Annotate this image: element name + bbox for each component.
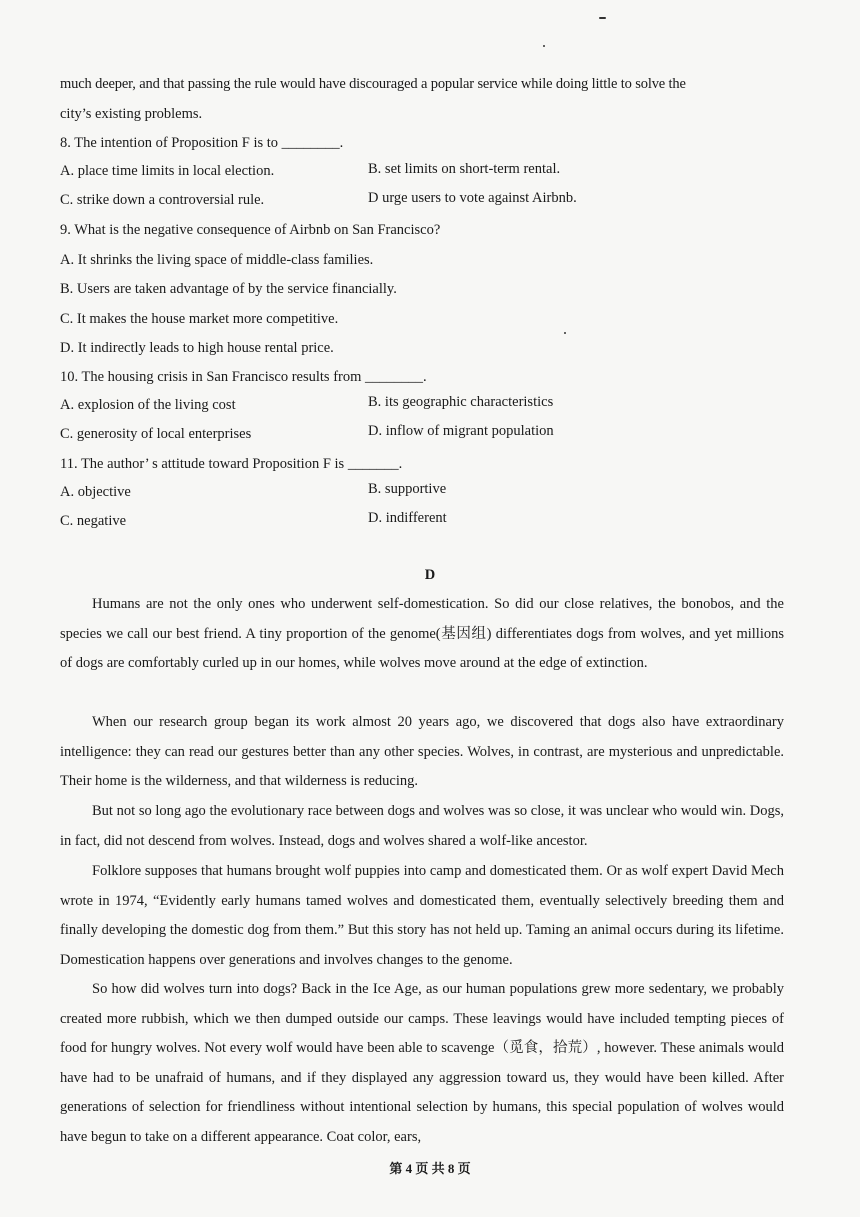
passage-paragraph-3: But not so long ago the evolutionary race between dogs and wolves was so close, it was unclear who would win. Dogs, in fact, did not descend from wolves. Instead, dogs and wolves shared a wolf-like ancestor. bbox=[60, 803, 784, 849]
question-9-option-c: C. It makes the house market more competitive. bbox=[60, 311, 339, 327]
question-9-option-d: D. It indirectly leads to high house rental price. bbox=[60, 340, 334, 356]
section-heading: D bbox=[424, 567, 436, 583]
question-8-option-b: B. set limits on short-term rental. bbox=[368, 161, 561, 177]
page-number-footer: 第 4 页 共 8 页 bbox=[389, 1161, 471, 1176]
question-10-option-c: C. generosity of local enterprises bbox=[60, 426, 252, 442]
question-11-option-d: D. indifferent bbox=[368, 510, 447, 526]
question-8-stem: 8. The intention of Proposition F is to ________. bbox=[60, 135, 344, 151]
carryover-line-1: much deeper, and that passing the rule would have discouraged a popular service while doing little to solve the bbox=[60, 76, 686, 92]
question-8-option-d: D urge users to vote against Airbnb. bbox=[368, 190, 577, 206]
scan-speck bbox=[543, 45, 545, 47]
question-10-stem: 10. The housing crisis in San Francisco results from ________. bbox=[60, 369, 427, 385]
question-9-option-a: A. It shrinks the living space of middle-class families. bbox=[60, 252, 374, 268]
question-11-option-b: B. supportive bbox=[368, 481, 447, 497]
question-11-option-a: A. objective bbox=[60, 484, 131, 500]
question-11-stem: 11. The author’ s attitude toward Proposition F is _______. bbox=[60, 456, 403, 472]
passage-paragraph-2: When our research group began its work almost 20 years ago, we discovered that dogs also have extraordinary intelligence: they can read our gestures better than any other species. Wolves, in contrast, are mysterious and unpredictable. Their home is the wilderness, and that wilderness is reducing. bbox=[60, 714, 784, 789]
passage-paragraph-1: Humans are not the only ones who underwent self-domestication. So did our close relatives, the bonobos, and the species we call our best friend. A tiny proportion of the genome(基因组) differentiates dogs from wolves, and yet millions of dogs are comfortably curled up in our homes, while wolves move around at the edge of extinction. bbox=[60, 596, 784, 671]
question-8-option-c: C. strike down a controversial rule. bbox=[60, 192, 265, 208]
question-10-option-b: B. its geographic characteristics bbox=[368, 394, 554, 410]
passage-paragraph-5: So how did wolves turn into dogs? Back in the Ice Age, as our human populations grew more sedentary, we probably created more rubbish, which we then dumped outside our camps. These leavings would have included tempting pieces of food for hungry wolves. Not every wolf would have been able to scavenge（觅食，拾荒）, however. These animals would have had to be unafraid of humans, and if they displayed any aggression toward us, they would have been killed. After generations of selection for friendliness without intentional selection by humans, this special population of wolves would have begun to take on a different appearance. Coat color, ears, bbox=[60, 981, 784, 1145]
scan-speck bbox=[599, 17, 606, 19]
question-11-option-c: C. negative bbox=[60, 513, 127, 529]
question-10-option-a: A. explosion of the living cost bbox=[60, 397, 236, 413]
scan-speck bbox=[564, 332, 566, 334]
carryover-line-2: city’s existing problems. bbox=[60, 106, 203, 122]
question-10-option-d: D. inflow of migrant population bbox=[368, 423, 554, 439]
question-9-option-b: B. Users are taken advantage of by the service financially. bbox=[60, 281, 397, 297]
question-9-stem: 9. What is the negative consequence of Airbnb on San Francisco? bbox=[60, 222, 441, 238]
passage-paragraph-4: Folklore supposes that humans brought wolf puppies into camp and domesticated them. Or as wolf expert David Mech wrote in 1974, “Evidently early humans tamed wolves and domesticated them, eventually selectively breeding them and finally developing the domestic dog from them.” But this story has not held up. Taming an animal occurs during its lifetime. Domestication happens over generations and involves changes to the genome. bbox=[60, 863, 784, 968]
question-8-option-a: A. place time limits in local election. bbox=[60, 163, 275, 179]
